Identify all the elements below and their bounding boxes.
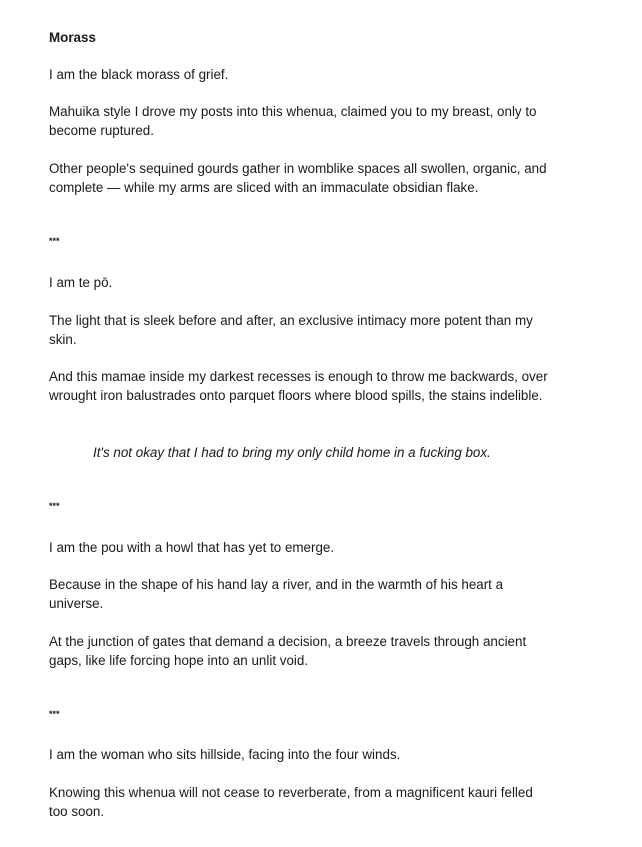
section-separator-1: ***	[49, 236, 60, 246]
stanza-3-line-3b: gaps, like life forcing hope into an unlit void.	[49, 653, 309, 668]
stanza-1-line-2b: become ruptured.	[49, 123, 154, 138]
italic-quote: It's not okay that I had to bring my only child home in a fucking box.	[93, 445, 491, 460]
stanza-2-line-2b: skin.	[49, 332, 77, 347]
stanza-4-line-2b: too soon.	[49, 804, 105, 819]
stanza-3-line-2b: universe.	[49, 596, 104, 611]
poem-title: Morass	[49, 30, 96, 45]
stanza-4-line-1: I am the woman who sits hillside, facing into the four winds.	[49, 747, 401, 762]
stanza-3-line-1: I am the pou with a howl that has yet to emerge.	[49, 540, 335, 555]
stanza-2-line-2a: The light that is sleek before and after, an exclusive intimacy more potent than my	[49, 313, 533, 328]
stanza-3-line-2a: Because in the shape of his hand lay a river, and in the warmth of his heart a	[49, 577, 504, 592]
stanza-2-line-1: I am te pō.	[49, 275, 113, 290]
stanza-3-line-3a: At the junction of gates that demand a decision, a breeze travels through ancient	[49, 634, 527, 649]
stanza-1-line-3b: complete — while my arms are sliced with an immaculate obsidian flake.	[49, 180, 479, 195]
stanza-2-line-3a: And this mamae inside my darkest recesses is enough to throw me backwards, over	[49, 369, 548, 384]
stanza-4-line-2a: Knowing this whenua will not cease to reverberate, from a magnificent kauri felled	[49, 785, 533, 800]
stanza-1-line-1: I am the black morass of grief.	[49, 67, 229, 82]
section-separator-2: ***	[49, 501, 60, 511]
stanza-2-line-3b: wrought iron balustrades onto parquet floors where blood spills, the stains indelible.	[49, 388, 543, 403]
section-separator-3: ***	[49, 709, 60, 719]
stanza-1-line-2a: Mahuika style I drove my posts into this whenua, claimed you to my breast, only to	[49, 104, 537, 119]
stanza-1-line-3a: Other people's sequined gourds gather in womblike spaces all swollen, organic, and	[49, 161, 547, 176]
